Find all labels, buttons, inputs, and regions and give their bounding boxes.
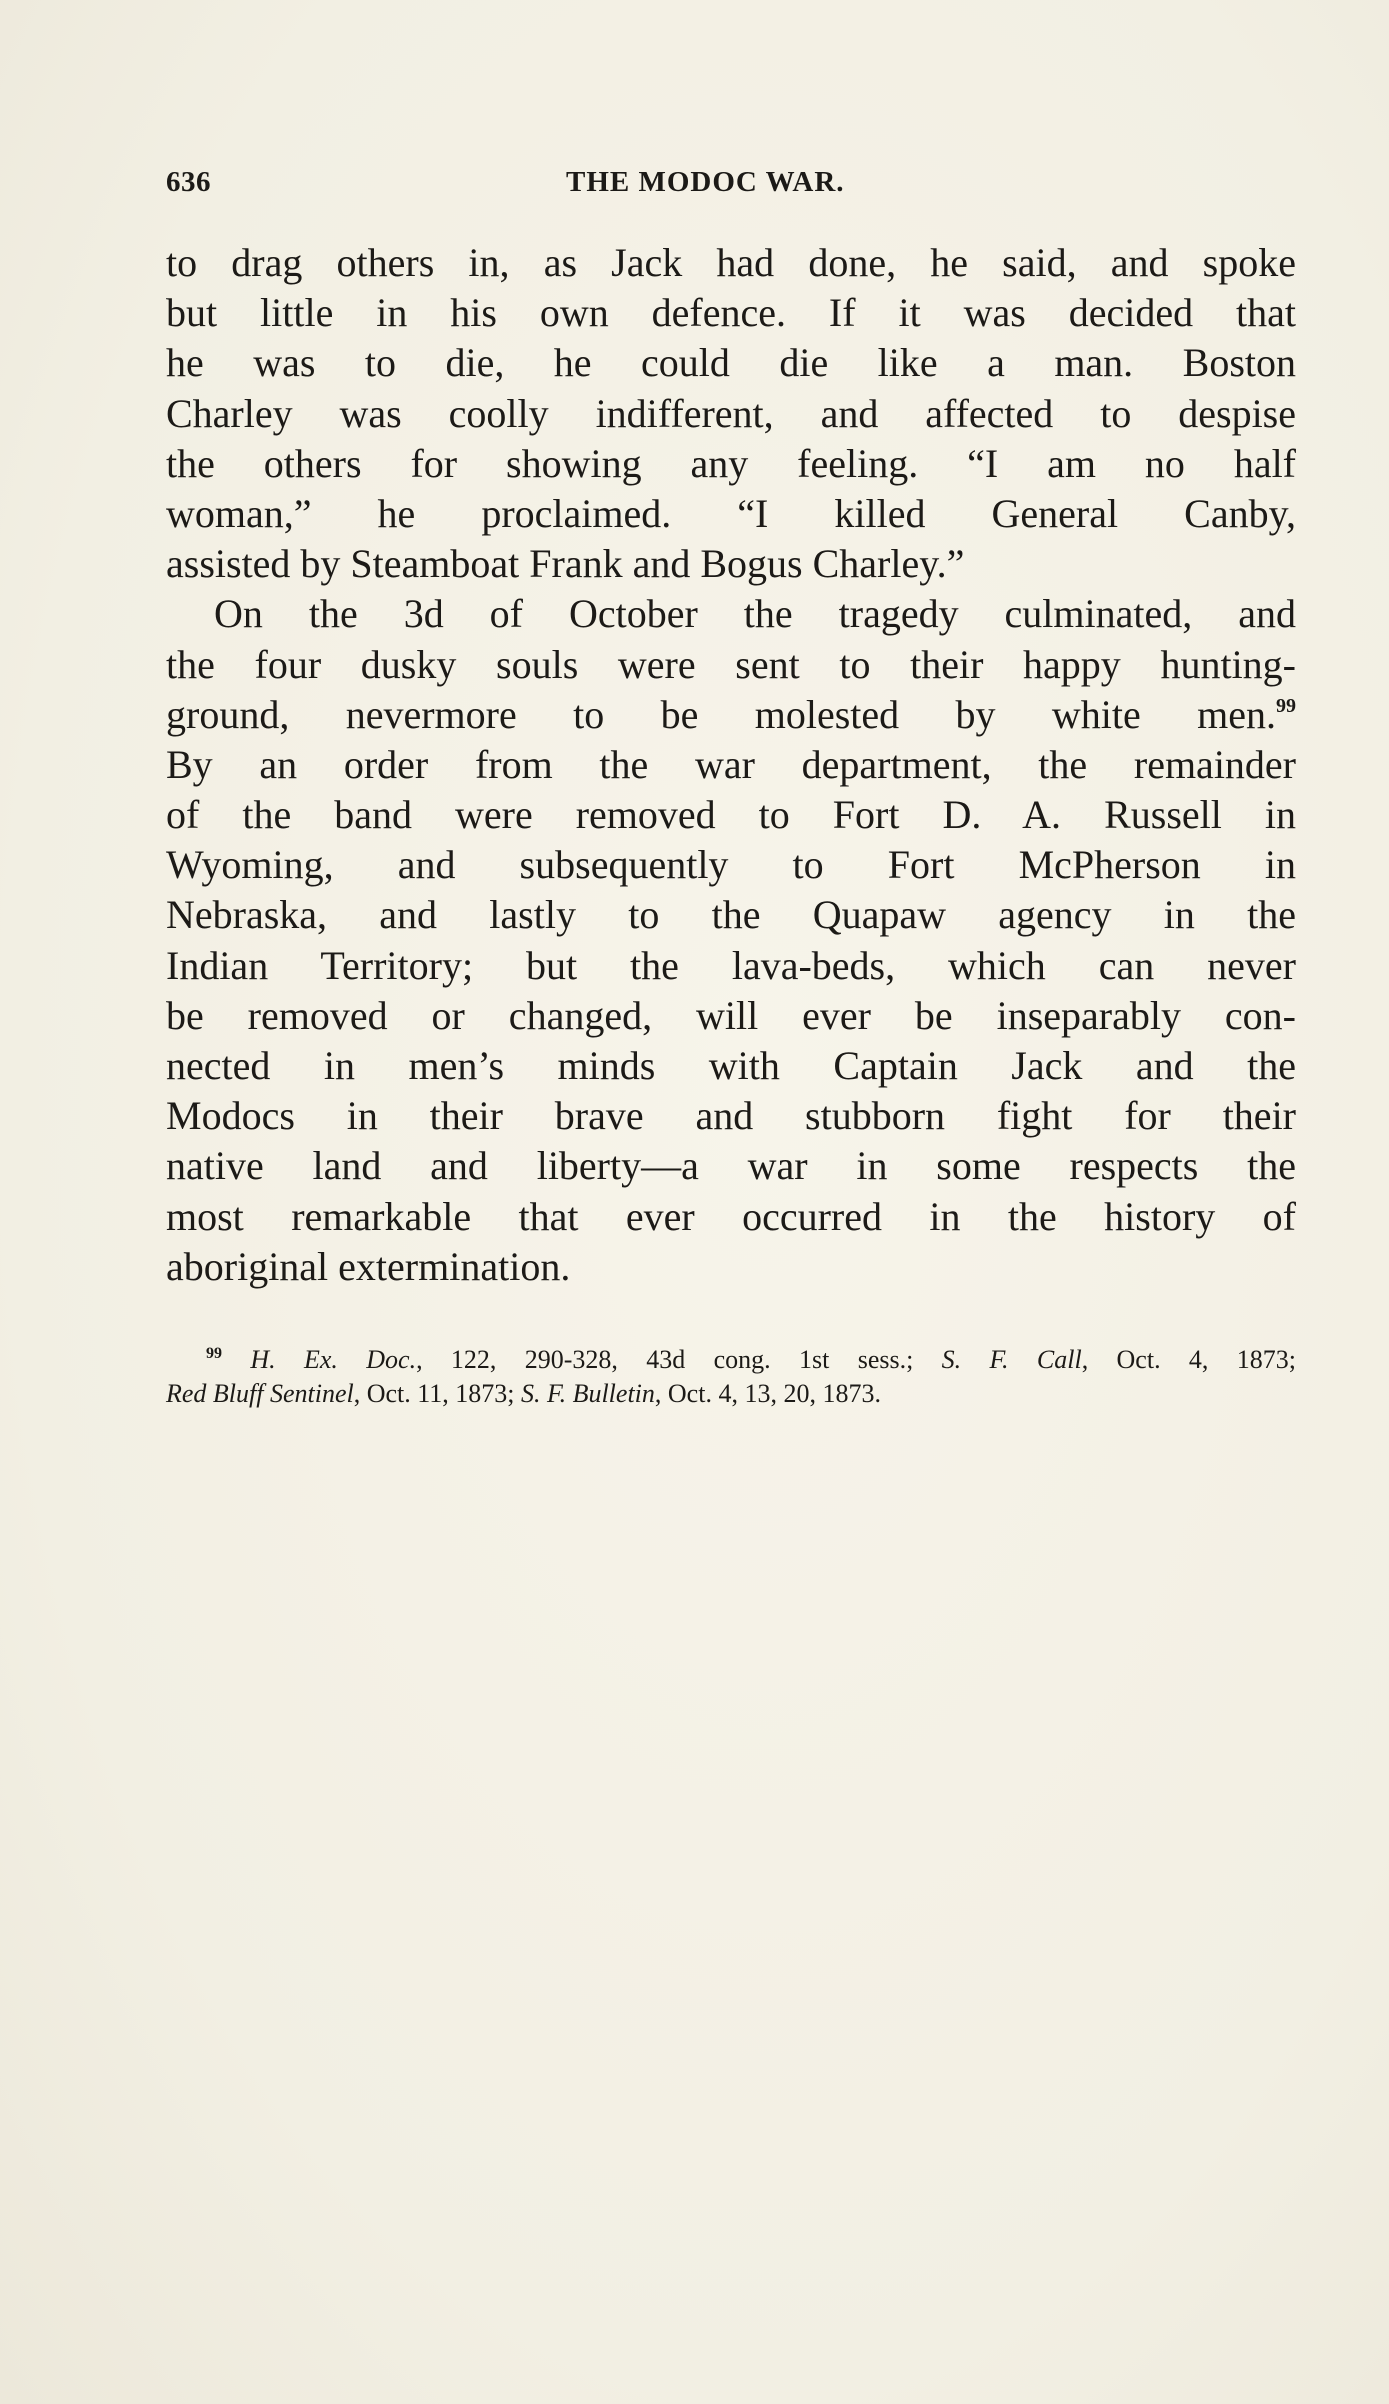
citation-title: S. F. Call — [941, 1345, 1082, 1374]
text-line: aboriginal extermination. — [166, 1243, 571, 1289]
text-line: woman,” he proclaimed. “I killed General Canby, — [166, 490, 1296, 536]
text-line: he was to die, he could die like a man. Boston — [166, 340, 1296, 386]
citation-detail: , 122, 290-328, 43d cong. 1st sess.; — [416, 1345, 942, 1374]
footnote-line — [166, 1343, 1296, 1377]
citation-detail: , Oct. 11, 1873; — [353, 1379, 522, 1408]
footnote — [166, 1343, 1296, 1411]
text-line-content: ground, nevermore to be molested by white men. — [166, 691, 1276, 737]
text-line: On the 3d of October the tragedy culminated, and — [214, 591, 1296, 637]
text-line: most remarkable that ever occurred in the history of — [166, 1193, 1296, 1239]
text-line: but little in his own defence. If it was decided that — [166, 290, 1296, 336]
text-line: nected in men’s minds with Captain Jack and the — [166, 1043, 1296, 1088]
footnote-marker: 99 — [206, 1345, 222, 1362]
text-line: of the band were removed to Fort D. A. Russell in — [166, 792, 1296, 838]
text-line: be removed or changed, will ever be inseparably con- — [166, 992, 1296, 1038]
citation-title: S. F. Bulletin — [521, 1379, 655, 1408]
citation-detail: , Oct. 4, 1873; — [1081, 1345, 1296, 1374]
text-line-with-footnote — [166, 690, 1296, 740]
body-text — [166, 238, 1296, 1292]
running-title: THE MODOC WAR. — [566, 166, 845, 198]
text-line: native land and liberty—a war in some respects the — [166, 1143, 1296, 1189]
text-line: Nebraska, and lastly to the Quapaw agency in the — [166, 892, 1296, 938]
text-line: Modocs in their brave and stubborn fight for their — [166, 1093, 1296, 1139]
text-line: the others for showing any feeling. “I am no half — [166, 440, 1296, 486]
footnote-reference[interactable]: 99 — [1276, 694, 1296, 717]
page-header — [166, 166, 1296, 206]
citation-title: H. Ex. Doc. — [250, 1345, 417, 1374]
citation-detail: , Oct. 4, 13, 20, 1873. — [654, 1379, 881, 1408]
text-line: the four dusky souls were sent to their happy hunting- — [166, 641, 1296, 687]
text-line: Wyoming, and subsequently to Fort McPherson in — [166, 842, 1296, 888]
text-line: Indian Territory; but the lava-beds, which can never — [166, 942, 1296, 988]
text-line: to drag others in, as Jack had done, he said, and spoke — [166, 240, 1296, 285]
citation-title: Red Bluff Sentinel — [166, 1379, 354, 1408]
page-number: 636 — [166, 166, 211, 198]
text-line: By an order from the war department, the remainder — [166, 741, 1296, 787]
text-line: Charley was coolly indifferent, and affected to despise — [166, 390, 1296, 436]
text-line: assisted by Steamboat Frank and Bogus Charley.” — [166, 541, 965, 587]
footnote-line — [166, 1377, 1296, 1411]
